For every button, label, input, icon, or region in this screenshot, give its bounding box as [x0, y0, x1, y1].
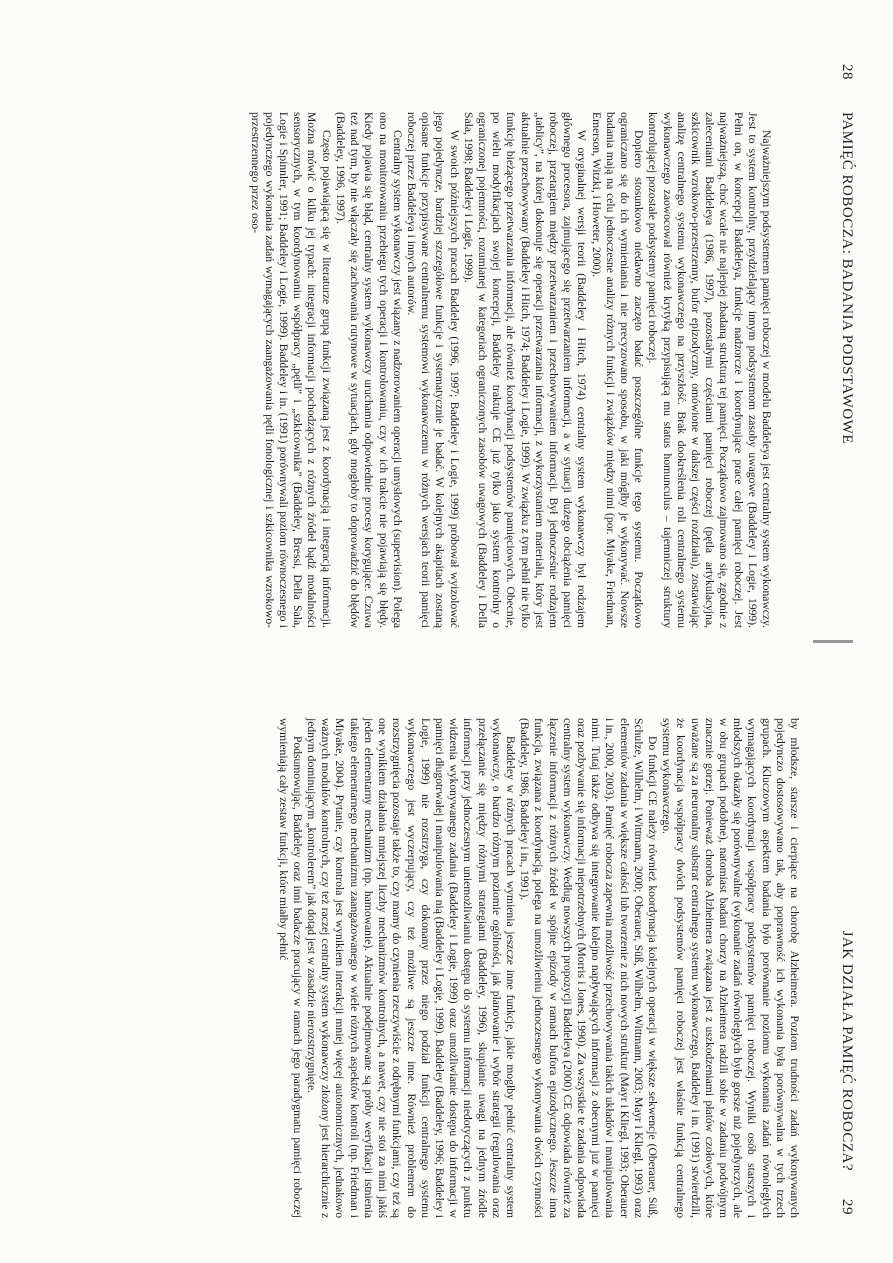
paragraph: Baddeley w różnych pracach wymienia jeszcze inne funkcje, jakie mogłby pełnić centralny system wykonawczy, o bardzo różnym poziomie ogólności, jak planowanie i wybór strategii (regulowania oraz przełączanie się między różnymi strategiami (Baddeley, 1996), skupianie uwagi na jednym źródle informacji przy jednoczesnym uniemożliwianiu dostępu do systemu informacji niedotyczących z punktu widzenia wykonywanego zadania (Baddeley i Logie, 1999) oraz umożliwianie dostępu do informacji w pamięci długotrwałej i manipulowania nią (Baddeley i Logie, 1999). Baddeley (Baddeley, 1996; Baddeley i Logie, 1999) nie rozstrzyga, czy dokonany przez niego podział funkcji centralnego systemu wykonawczego jest wyczerpujący, czy też możliwe są jeszcze inne. Również problemem do rozstrzygnięcia pozostaje także to, czy mamy do czynienia rzeczywiście z odrębnymi funkcjami, czy też są one wynikiem działania mniejszej liczby mechanizmów kontrolnych, a nawet, czy nie stoi za nimi jakiś jeden elementarny mechanizm (np. hamowanie). Aktualnie podejmowane są próby weryfikacji istnienia takiego elementarnego mechanizmu zaangażowanego w wiele różnych aspektów kontroli (np. Friedman i Miyake, 2004). Pytanie, czy kontrola jest wynikiem interakcji mniej więcej autonomicznych, jednakowo ważnych modułów kontrolnych, czy też raczej centralny system wykonawczy złożony jest hierarchicznie z jednym dominującym „kontrolerem” jak dotąd jest w zasadzie nierozstrzygnięte. — [305, 718, 517, 1218]
right-page — [0, 640, 893, 1263]
paragraph: Najważniejszym podsystemem pamięci roboczej w modelu Baddeleya jest centralny system wykonawczy. Jest to system kontrolny, przydzielający innym podsystemom zasoby uwagowe (Baddeley i Logie, 1999). Pełni on, w koncepcji Baddeleya, funkcje nadzorcze i koordynujące prace całej pamięci roboczej. Jest najważniejszą, choć wcale nie najlepiej zbadaną strukturą tej pamięci. Początkowo zajmowano się, zgodnie z zaleceniami Baddeleya (1986, 1997), pozostałymi częściami pamięci roboczej (pętla artykulacyjna, szkicownik wzrokowo-przestrzenny, bufor epizodyczny, omówione w dalszej części rozdziału), zostawiając analizę centralnego systemu wykonawczego na przyszłość. Brak dookreślenia roli centralnego systemu wykonawczego zaowocował również krytyką przypisującą mu status homunculus – tajemniczej struktury kontrolującej pozostałe podsystemy pamięci roboczej. — [646, 112, 773, 628]
paragraph: W swoich późniejszych pracach Baddeley (1996, 1997; Baddeley i Logie, 1999) próbował wyizolować jego pojedyncze, bardziej szczegółowe funkcje i systematycznie je badać. W kolejnych akapitach zostaną opisane funkcje przypisywane centralnemu systemowi wykonawczemu w różnych wersjach teorii pamięci roboczej przez Baddeleya i innych autorów. — [404, 112, 461, 628]
running-head: JAK DZIAŁA PAMIĘĆ ROBOCZA? — [839, 930, 855, 1171]
left-body-text — [247, 112, 773, 628]
paragraph: Podsumowując, Baddeley oraz inni badacze pracujący w ramach jego paradygmatu pamięci roboczej wymieniają cały zestaw funkcji, które miałby pełnić — [276, 718, 304, 1218]
paragraph: Często pojawiającą się w literaturze grupą funkcji związaną jest z koordynacją i integracją informacji. Można mówić o kilku jej typach: integracji informacji pochodzących z różnych źródeł bądź modalności sensorycznych, w tym koordynowaniu współpracy „pętli” i „szkicownika” (Baddeley, Bressi, Della Sala, Logie i Spinnler, 1991; Baddeley i Logie, 1999). Baddeley i in. (1991) porównywali poziom równoczesnego i pojedynczego wykonania zadań wymagających zaangażowania pętli fonologicznej i szkicownika wzrokowo-przestrzennego przez oso- — [248, 112, 333, 628]
right-body-text — [275, 718, 801, 1218]
paragraph: W oryginalnej wersji teorii (Baddeley i Hitch, 1974) centralny system wykonawczy był rodzajem głównego procesora, zajmującego się przetwarzaniem informacji, a w sytuacji dużego obciążenia pamięci roboczej, przetargiem między przetwarzaniem i przechowywaniem informacji. Był jednocześnie rodzajem „tablicy”, na której dokonuje się operacji przetwarzania informacji, z wykorzystaniem materiału, który jest aktualnie przechowywany (Baddeley i Hitch, 1974; Baddeley i Logie, 1999). W związku z tym pełnił nie tylko funkcję bieżącego przetwarzania informacji, ale również koordynacji podsystemów pamięciowych. Obecnie, po wielu modyfikacjach swojej koncepcji, Baddeley traktuje CE już tylko jako system kontrolny o ograniczonej pojemności, rozumianej w kategoriach ograniczonych zasobów uwagowych (Baddeley i Della Sala, 1998; Baddeley i Logie, 1999). — [461, 112, 589, 628]
paragraph: Centralny system wykonawczy jest wiązany z nadzorowaniem operacji umysłowych (supervision). Polega ono na monitorowaniu przebiegu tych operacji i kontrolowaniu, czy w ich trakcie nie pojawiają się błędy. Kiedy pojawia się błąd, centralny system wykonawczy uruchamia odpowiednie procesy korygujące. Czuwa też nad tym, by nie włączały się zachowania rutynowe w sytuacjach, gdy mogłoby to doprowadzić do błędów (Baddeley, 1996, 1997). — [333, 112, 404, 628]
paragraph: by młodsze, starsze i cierpiące na chorobę Alzheimera. Poziom trudności zadań wykonywanych pojedynczo dostosowywano tak, aby poprawność ich wykonania była porównywalna w tych trzech grupach. Kluczowym aspektem badania było porównanie poziomu wykonania zadań równoległych wymagających koordynacji współpracy podsystemów pamięci roboczej. Wyniki osób starszych i młodszych okazały się porównywalne (wykonanie zadań równoległych było gorsze niż pojedynczych, ale w obu grupach podobne), natomiast badani chorzy na Alzheimera radzili sobie w zadaniu podwójnym znacznie gorzej. Ponieważ choroba Alzheimera związana jest z uszkodzeniami płatów czołowych, które uważane są za neuronalny substrat centralnego systemu wykonawczego, Baddeley i in. (1991) stwierdzili, że koordynacja współpracy dwóch podsystemów pamięci roboczej jest właśnie funkcją centralnego systemu wykonawczego. — [660, 718, 801, 1218]
running-head: PAMIĘĆ ROBOCZA: BADANIA PODSTAWOWE — [839, 112, 855, 444]
page-number: 29 — [839, 1199, 855, 1215]
paragraph: Do funkcji CE należy również koordynacja kolejnych operacji w większe sekwencje (Oberauer, Süß, Schulze, Wilhelm, i Wittmann, 2000; Oberauer, Süß, Wilhelm, Wittmann, 2003; Mayr i Kliegl, 1993) oraz elementów zadania w większe całości lub tworzenie z nich nowych struktur (Mayr i Kliegl, 1993; Oberauer i in., 2000, 2003). Pamięć robocza zapewnia możliwość przechowywania takich układów i manipulowania nimi. Tutaj także odbywa się integrowanie kolejno napływających informacji z obecnymi już w pamięci oraz pozbywanie się informacji niepotrzebnych (Morris i Jones, 1990). Za wszystkie te zadania odpowiada centralny system wykonawczy. Według nowszych propozycji Baddeleya (2000) CE odpowiada również za łączenie informacji z różnych źródeł w spójne epizody w ramach bufora epizodycznego. Jeszcze inna funkcja, związana z koordynacją, polega na umożliwieniu jednoczesnego wykonywania dwóch czynności (Baddeley, 1986, Baddeley i in., 1991). — [518, 718, 659, 1218]
paragraph: Dopiero stosunkowo niedawno zaczęto badać poszczególne funkcje tego systemu. Początkowo ograniczano się do ich wymieniania i nie precyzowano sposobu, w jaki mógłby je wykonywać. Nowsze badania mają na celu jednoczesne analizy różnych funkcji i związków między nimi (por. Miyake, Friedman, Emerson, Witzki, i Howeter, 2000). — [589, 112, 646, 628]
page-number: 28 — [839, 64, 855, 80]
